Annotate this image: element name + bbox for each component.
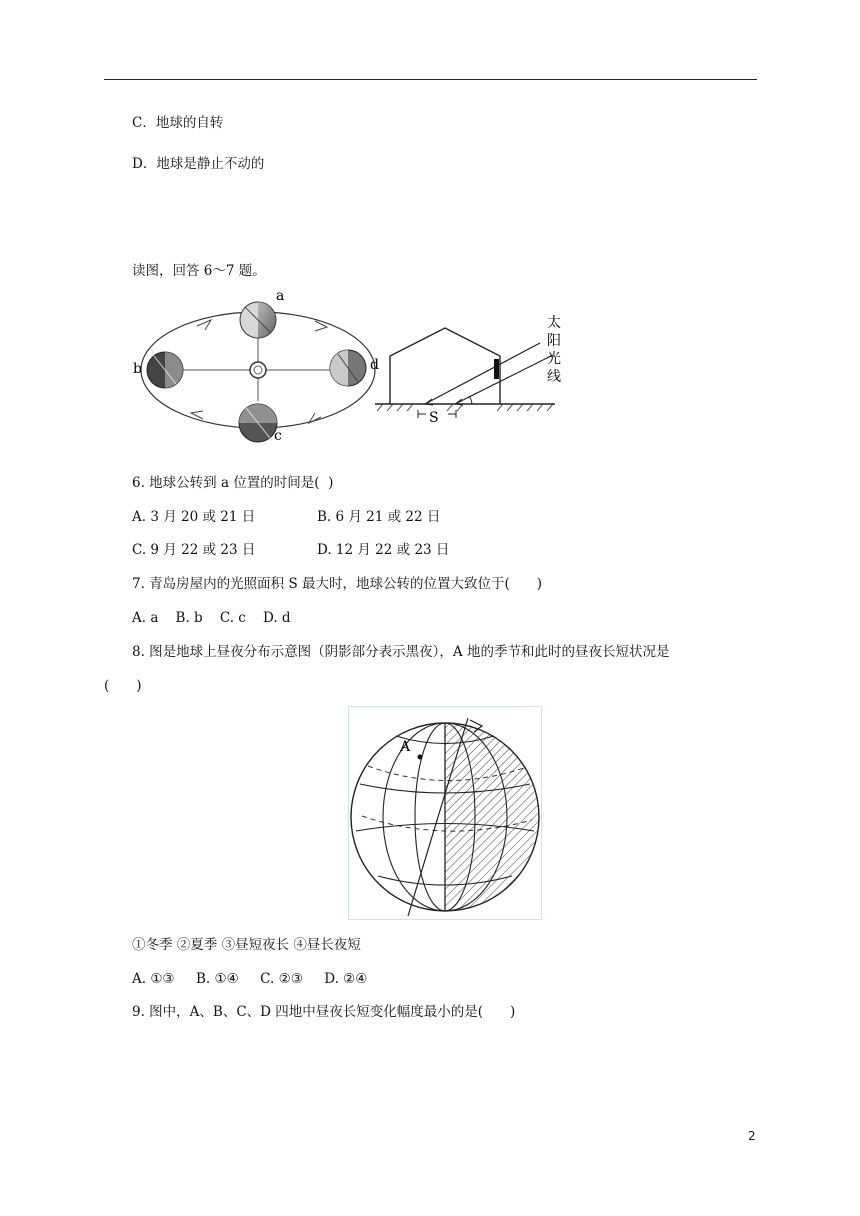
question-8-paren: ( ): [104, 678, 142, 694]
earth-position-a: [240, 302, 276, 338]
point-a-marker: [418, 755, 423, 760]
earth-position-d: [330, 350, 366, 386]
sun-ray-label-1: 太: [547, 315, 561, 331]
sun-ray-label-2: 阳: [547, 333, 561, 349]
q6-option-a: A. 3 月 20 或 21 日: [132, 509, 256, 525]
q8-statements: ①冬季 ②夏季 ③昼短夜长 ④昼长夜短: [132, 937, 361, 953]
question-7: 7. 青岛房屋内的光照面积 S 最大时，地球公转的位置大致位于( ): [132, 576, 543, 592]
orbit-label-c: c: [274, 428, 282, 444]
option-d-q5: D．地球是静止不动的: [132, 156, 265, 172]
q6-option-c: C. 9 月 22 或 23 日: [132, 542, 256, 558]
q6-option-d: D. 12 月 22 或 23 日: [317, 542, 450, 558]
header-rule: [104, 79, 757, 80]
day-night-globe-figure: [348, 706, 542, 920]
orbit-and-house-figure: [125, 283, 575, 458]
option-c-q5: C．地球的自转: [132, 115, 224, 131]
sun-ray-label-4: 线: [547, 369, 561, 385]
earth-position-b: [147, 352, 183, 388]
house-diagram: [375, 314, 561, 426]
orbit-label-a: a: [276, 288, 285, 304]
orbit-label-b: b: [133, 361, 142, 377]
q7-options: A. a B. b C. c D. d: [132, 610, 291, 626]
orbit-diagram: [133, 288, 379, 444]
earth-position-c: [239, 404, 277, 442]
area-s-label: S: [429, 410, 439, 426]
page-number: 2: [748, 1129, 756, 1143]
q6-option-b: B. 6 月 21 或 22 日: [317, 509, 441, 525]
question-8: 8. 图是地球上昼夜分布示意图（阴影部分表示黑夜），A 地的季节和此时的昼夜长短状况是: [132, 644, 670, 660]
question-9: 9. 图中，A、B、C、D 四地中昼夜长短变化幅度最小的是( ): [132, 1004, 516, 1020]
question-6: 6. 地球公转到 a 位置的时间是( ): [132, 475, 334, 491]
sun-icon: [250, 362, 266, 378]
point-a-label: A: [400, 739, 411, 755]
instruction-q6-7: 读图，回答 6～7 题。: [132, 263, 266, 279]
sun-ray-label-3: 光: [547, 351, 561, 367]
q8-options: A. ①③ B. ①④ C. ②③ D. ②④: [132, 971, 368, 987]
orbit-label-d: d: [370, 357, 379, 373]
